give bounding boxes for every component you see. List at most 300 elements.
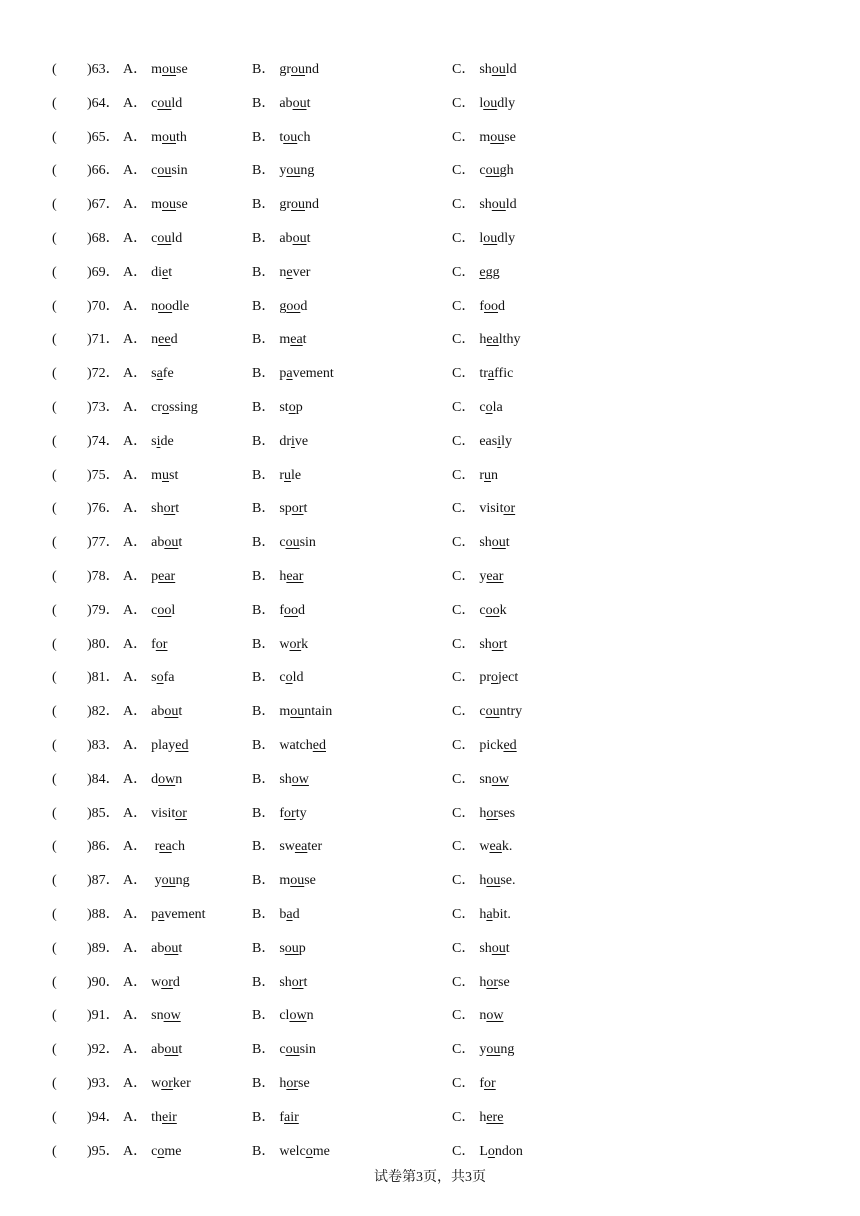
option-word xyxy=(151,806,187,821)
word-prefix: m xyxy=(151,62,163,77)
word-prefix: ab xyxy=(151,940,165,956)
option-a xyxy=(123,1007,181,1025)
option-label: C． xyxy=(452,805,476,821)
option-c xyxy=(452,669,518,687)
answer-blank[interactable]: ( xyxy=(52,805,57,821)
underlined-letters: ou xyxy=(491,535,506,551)
word-suffix: ld xyxy=(505,62,517,77)
option-a xyxy=(123,1143,181,1161)
answer-blank[interactable]: ( xyxy=(52,771,57,787)
answer-blank[interactable]: ( xyxy=(52,1143,57,1159)
option-word xyxy=(479,231,515,246)
option-b xyxy=(252,872,316,890)
option-a xyxy=(123,669,174,687)
word-prefix: c xyxy=(151,602,158,618)
question-number: )83． xyxy=(87,737,120,753)
word-suffix: d xyxy=(300,298,308,314)
option-word xyxy=(479,670,518,685)
word-suffix: gg xyxy=(485,264,500,280)
option-a xyxy=(123,1041,182,1059)
option-word xyxy=(279,501,307,516)
answer-blank[interactable]: ( xyxy=(52,332,57,348)
word-suffix: ng xyxy=(500,1042,515,1058)
word-suffix: se xyxy=(176,197,188,213)
question-number: )70． xyxy=(87,298,120,314)
underlined-letters: ere xyxy=(486,1109,504,1125)
answer-blank[interactable]: ( xyxy=(52,636,57,652)
option-word xyxy=(279,231,310,246)
word-prefix: di xyxy=(151,264,163,280)
option-a xyxy=(123,230,182,248)
option-b xyxy=(252,1007,314,1025)
option-c xyxy=(452,196,517,214)
underlined-letters: ou xyxy=(490,129,505,145)
underlined-letters: ou xyxy=(483,230,498,246)
word-prefix: c xyxy=(151,1143,158,1159)
question-row xyxy=(0,124,860,158)
underlined-letters: or xyxy=(286,1075,299,1091)
question-row xyxy=(0,394,860,428)
word-prefix: h xyxy=(479,1109,487,1125)
option-label: A． xyxy=(123,1109,148,1125)
option-label: A． xyxy=(123,399,148,415)
option-word xyxy=(279,772,309,787)
question-number: )95． xyxy=(87,1143,120,1159)
word-prefix: m xyxy=(279,873,291,889)
answer-blank[interactable]: ( xyxy=(52,298,57,314)
underlined-letters: a xyxy=(486,906,493,922)
word-prefix: g xyxy=(279,298,287,314)
option-label: C． xyxy=(452,602,476,618)
option-label: A． xyxy=(123,1042,148,1058)
option-b xyxy=(252,771,309,789)
word-prefix: c xyxy=(151,95,158,111)
word-suffix: ker xyxy=(172,1075,191,1091)
option-c xyxy=(452,703,522,721)
option-label: C． xyxy=(452,366,476,382)
option-label: B． xyxy=(252,974,276,990)
option-word xyxy=(479,941,509,956)
word-prefix: f xyxy=(479,298,485,314)
option-label: C． xyxy=(452,535,476,551)
word-suffix: dle xyxy=(172,298,190,314)
option-label: C． xyxy=(452,1075,476,1091)
word-suffix: k xyxy=(499,602,507,618)
underlined-letters: e xyxy=(479,264,486,280)
answer-blank[interactable]: ( xyxy=(52,535,57,551)
option-word xyxy=(479,1008,503,1023)
option-word xyxy=(279,1008,313,1023)
answer-blank[interactable]: ( xyxy=(52,873,57,889)
word-suffix: n xyxy=(306,1008,314,1024)
underlined-letters: ou xyxy=(157,163,172,179)
answer-blank[interactable]: ( xyxy=(52,737,57,753)
option-label: A． xyxy=(123,332,148,348)
option-c xyxy=(452,399,503,417)
option-label: A． xyxy=(123,636,148,652)
word-prefix: p xyxy=(151,906,159,922)
option-word xyxy=(151,468,178,483)
word-prefix: ab xyxy=(279,230,293,246)
word-prefix: d xyxy=(151,771,159,787)
option-c xyxy=(452,771,509,789)
word-suffix: ses xyxy=(498,805,516,821)
option-word xyxy=(151,231,182,246)
option-b xyxy=(252,95,310,113)
word-prefix: sh xyxy=(479,535,492,551)
option-word xyxy=(151,400,198,415)
word-prefix: s xyxy=(151,433,157,449)
word-suffix: ntry xyxy=(499,704,523,720)
question-number: )81． xyxy=(87,670,120,686)
question-number: )65． xyxy=(87,129,120,145)
option-a xyxy=(123,61,188,79)
underlined-letters: ea xyxy=(489,839,502,855)
option-label: B． xyxy=(252,704,276,720)
word-prefix: p xyxy=(151,568,159,584)
question-number: )68． xyxy=(87,230,120,246)
underlined-letters: o xyxy=(285,670,293,686)
underlined-letters: o xyxy=(485,399,493,415)
option-word xyxy=(479,366,513,381)
answer-blank[interactable]: ( xyxy=(52,839,57,855)
option-word xyxy=(479,197,516,212)
underlined-letters: oo xyxy=(158,298,173,314)
word-suffix: se xyxy=(498,974,510,990)
word-prefix: s xyxy=(279,940,285,956)
option-word xyxy=(279,1042,316,1057)
option-b xyxy=(252,500,307,518)
answer-blank[interactable]: ( xyxy=(52,163,57,179)
word-prefix: L xyxy=(479,1143,488,1159)
option-c xyxy=(452,737,517,755)
option-label: B． xyxy=(252,873,276,889)
underlined-letters: ou xyxy=(161,873,176,889)
word-prefix: sn xyxy=(151,1008,164,1024)
option-label: A． xyxy=(123,805,148,821)
option-label: C． xyxy=(452,163,476,179)
answer-blank[interactable]: ( xyxy=(52,1109,57,1125)
word-prefix: f xyxy=(151,636,156,652)
question-row xyxy=(0,360,860,394)
word-prefix: n xyxy=(479,1008,487,1024)
answer-blank[interactable]: ( xyxy=(52,501,57,517)
underlined-letters: or xyxy=(284,805,296,821)
answer-blank[interactable]: ( xyxy=(52,62,57,77)
option-c xyxy=(452,1041,514,1059)
word-suffix: ver xyxy=(292,264,311,280)
underlined-letters: ou xyxy=(164,940,179,956)
underlined-letters: ou xyxy=(290,873,305,889)
underlined-letters: or xyxy=(484,1075,496,1091)
option-label: B． xyxy=(252,399,276,415)
option-label: C． xyxy=(452,1008,476,1024)
question-number: )75． xyxy=(87,467,120,483)
option-label: B． xyxy=(252,1075,276,1091)
answer-blank[interactable]: ( xyxy=(52,264,57,280)
word-suffix: p xyxy=(298,940,306,956)
option-word xyxy=(279,535,316,550)
option-label: A． xyxy=(123,298,148,314)
option-word xyxy=(479,62,516,77)
option-label: A． xyxy=(123,95,148,111)
option-label: B． xyxy=(252,771,276,787)
option-word xyxy=(151,1008,181,1023)
underlined-letters: ea xyxy=(294,839,308,855)
option-label: B． xyxy=(252,940,276,956)
word-prefix: ab xyxy=(151,535,165,551)
word-prefix: c xyxy=(479,704,486,720)
word-suffix: se xyxy=(504,129,516,145)
option-c xyxy=(452,162,514,180)
answer-blank[interactable]: ( xyxy=(52,230,57,246)
option-a xyxy=(123,500,179,518)
option-word xyxy=(151,603,175,618)
option-word xyxy=(151,637,167,652)
word-prefix: h xyxy=(479,332,487,348)
option-a xyxy=(123,365,174,383)
word-prefix: sh xyxy=(479,62,492,77)
option-word xyxy=(279,569,303,584)
question-number: )72． xyxy=(87,366,120,382)
option-c xyxy=(452,906,511,924)
option-label: B． xyxy=(252,805,276,821)
underlined-letters: ea xyxy=(159,839,172,855)
word-prefix: h xyxy=(479,906,487,922)
answer-blank[interactable]: ( xyxy=(52,433,57,449)
option-label: A． xyxy=(123,771,148,787)
word-prefix: welc xyxy=(279,1143,306,1159)
option-label: A． xyxy=(123,704,148,720)
word-prefix: n xyxy=(151,332,159,348)
option-label: A． xyxy=(123,467,148,483)
word-suffix: sin xyxy=(171,163,188,179)
option-word xyxy=(279,907,299,922)
word-suffix: p xyxy=(295,399,303,415)
question-number: )79． xyxy=(87,602,120,618)
word-prefix: n xyxy=(279,264,287,280)
answer-blank[interactable]: ( xyxy=(52,602,57,618)
word-suffix: t xyxy=(306,95,311,111)
question-row xyxy=(0,1104,860,1138)
underlined-letters: ou xyxy=(291,62,306,77)
option-word xyxy=(151,434,174,449)
question-row xyxy=(0,732,860,766)
option-b xyxy=(252,534,316,552)
option-word xyxy=(479,468,498,483)
word-prefix: y xyxy=(479,1042,487,1058)
word-prefix: dr xyxy=(279,433,292,449)
word-suffix: nd xyxy=(305,62,320,77)
question-row xyxy=(0,1070,860,1104)
underlined-letters: ea xyxy=(290,332,303,348)
word-prefix: s xyxy=(151,670,157,686)
option-word xyxy=(279,1110,298,1125)
option-label: C． xyxy=(452,467,476,483)
option-label: A． xyxy=(123,264,148,280)
answer-blank[interactable]: ( xyxy=(52,1042,57,1058)
option-a xyxy=(123,534,182,552)
option-word xyxy=(279,468,301,483)
option-a xyxy=(123,1109,177,1127)
option-label: B． xyxy=(252,163,276,179)
answer-blank[interactable]: ( xyxy=(52,129,57,145)
word-suffix: se xyxy=(304,873,316,889)
option-a xyxy=(123,906,206,924)
option-word xyxy=(151,738,188,753)
option-label: A． xyxy=(123,906,148,922)
question-row xyxy=(0,293,860,327)
word-prefix: st xyxy=(279,399,289,415)
option-label: C． xyxy=(452,839,476,855)
option-word xyxy=(151,704,182,719)
underlined-letters: oo xyxy=(286,298,301,314)
option-word xyxy=(151,941,182,956)
option-word xyxy=(479,400,502,415)
option-label: B． xyxy=(252,1109,276,1125)
answer-blank[interactable]: ( xyxy=(52,95,57,111)
word-suffix: t xyxy=(503,636,508,652)
answer-blank[interactable]: ( xyxy=(52,568,57,584)
option-a xyxy=(123,129,187,147)
underlined-letters: i xyxy=(497,433,502,449)
word-prefix: f xyxy=(279,1109,285,1125)
option-word xyxy=(279,670,303,685)
underlined-letters: e xyxy=(286,264,293,280)
option-word xyxy=(151,975,180,990)
option-label: B． xyxy=(252,129,276,145)
option-label: B． xyxy=(252,501,276,517)
option-label: A． xyxy=(123,670,148,686)
question-number: )66． xyxy=(87,163,120,179)
word-prefix: c xyxy=(479,602,486,618)
option-word xyxy=(151,907,205,922)
option-word xyxy=(279,603,305,618)
option-word xyxy=(279,1076,309,1091)
underlined-letters: ear xyxy=(158,568,176,584)
option-b xyxy=(252,331,307,349)
option-b xyxy=(252,805,307,823)
option-label: B． xyxy=(252,535,276,551)
underlined-letters: ou xyxy=(485,704,500,720)
underlined-letters: ed xyxy=(503,737,517,753)
question-row xyxy=(0,698,860,732)
option-c xyxy=(452,974,510,992)
answer-blank[interactable]: ( xyxy=(52,670,57,686)
answer-blank[interactable]: ( xyxy=(52,940,57,956)
word-suffix: th xyxy=(176,129,187,145)
question-number: )64． xyxy=(87,95,120,111)
question-number: )87． xyxy=(87,873,120,889)
word-suffix: d xyxy=(498,298,506,314)
option-word xyxy=(279,400,302,415)
option-label: A． xyxy=(123,1008,148,1024)
option-c xyxy=(452,872,516,890)
option-label: B． xyxy=(252,839,276,855)
underlined-letters: i xyxy=(156,433,161,449)
question-number: )85． xyxy=(87,805,120,821)
option-b xyxy=(252,1075,310,1093)
option-label: A． xyxy=(123,568,148,584)
word-suffix: t xyxy=(175,501,180,517)
question-number: )86． xyxy=(87,839,120,855)
answer-blank[interactable]: ( xyxy=(52,467,57,483)
word-prefix: cl xyxy=(279,1008,290,1024)
option-label: C． xyxy=(452,636,476,652)
question-row xyxy=(0,901,860,935)
word-prefix: sh xyxy=(279,974,292,990)
option-word xyxy=(151,96,182,111)
underlined-letters: ou xyxy=(286,163,301,179)
option-a xyxy=(123,196,188,214)
option-word xyxy=(155,873,190,888)
option-word xyxy=(479,1076,495,1091)
answer-blank[interactable]: ( xyxy=(52,974,57,990)
word-suffix: ly xyxy=(501,433,513,449)
option-label: C． xyxy=(452,704,476,720)
option-label: B． xyxy=(252,737,276,753)
option-label: C． xyxy=(452,264,476,280)
word-prefix: ab xyxy=(279,95,293,111)
answer-blank[interactable]: ( xyxy=(52,1075,57,1091)
underlined-letters: a xyxy=(487,366,495,382)
option-label: B． xyxy=(252,467,276,483)
option-label: C． xyxy=(452,670,476,686)
option-label: B． xyxy=(252,1143,276,1159)
option-word xyxy=(479,434,512,449)
option-label: C． xyxy=(452,1143,476,1159)
option-word xyxy=(479,873,515,888)
answer-blank[interactable]: ( xyxy=(52,906,57,922)
answer-blank[interactable]: ( xyxy=(52,704,57,720)
option-label: A． xyxy=(123,366,148,382)
option-word xyxy=(479,96,515,111)
question-number: )76． xyxy=(87,501,120,517)
answer-blank[interactable]: ( xyxy=(52,399,57,415)
word-prefix: r xyxy=(279,467,285,483)
option-label: A． xyxy=(123,129,148,145)
option-label: C． xyxy=(452,1109,476,1125)
underlined-letters: i xyxy=(291,433,295,449)
option-word xyxy=(479,772,509,787)
word-suffix: ch xyxy=(297,129,311,145)
option-label: B． xyxy=(252,1042,276,1058)
option-label: C． xyxy=(452,568,476,584)
word-prefix: r xyxy=(479,467,485,483)
option-word xyxy=(479,907,511,922)
underlined-letters: or xyxy=(289,636,302,652)
word-prefix: l xyxy=(479,95,484,111)
underlined-letters: ea xyxy=(486,332,499,348)
answer-blank[interactable]: ( xyxy=(52,197,57,213)
answer-blank[interactable]: ( xyxy=(52,366,57,382)
answer-blank[interactable]: ( xyxy=(52,1008,57,1024)
underlined-letters: ou xyxy=(162,197,177,213)
underlined-letters: ear xyxy=(486,568,504,584)
word-suffix: t xyxy=(505,940,510,956)
word-suffix: me xyxy=(312,1143,330,1159)
option-a xyxy=(123,467,178,485)
option-label: A． xyxy=(123,230,148,246)
word-suffix: t xyxy=(178,535,183,551)
underlined-letters: ou xyxy=(290,704,305,720)
option-label: B． xyxy=(252,264,276,280)
question-row xyxy=(0,867,860,901)
underlined-letters: or xyxy=(161,974,173,990)
word-prefix: c xyxy=(279,535,286,551)
word-suffix: n xyxy=(491,467,499,483)
underlined-letters: ow xyxy=(158,771,176,787)
